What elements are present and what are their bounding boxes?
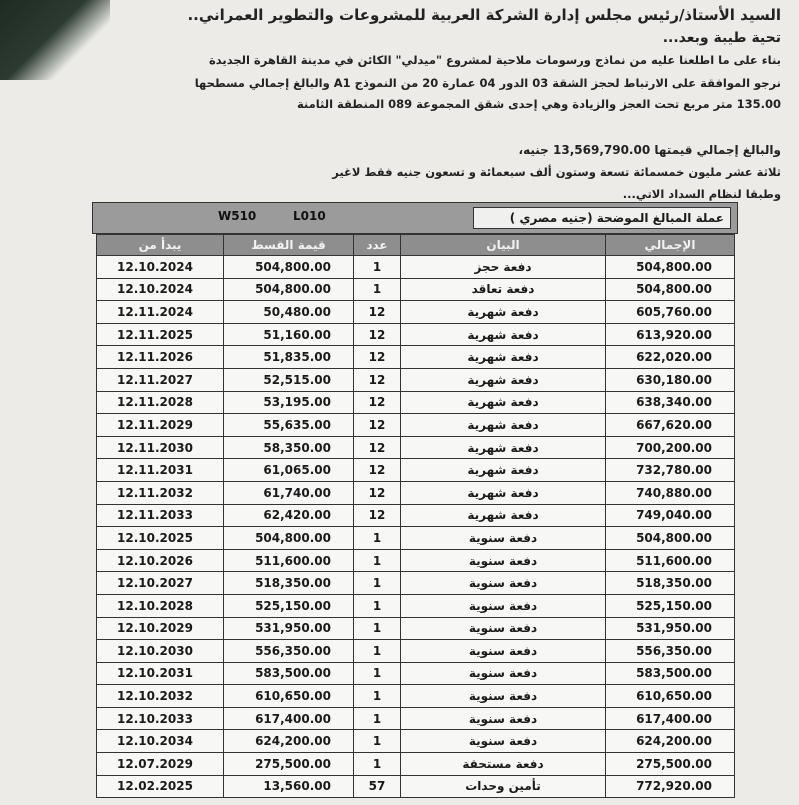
cell-start-date: 12.10.2029 (97, 617, 224, 640)
unit-code-w: W510 (218, 209, 257, 223)
cell-total: 504,800.00 (606, 527, 735, 550)
table-header-row (97, 235, 735, 256)
cell-total: 622,020.00 (606, 346, 735, 369)
letter-body-line: 135.00 متر مربع تحت العجز والزيادة وهي إحدى شقق المجموعة 089 المنطقة الثامنة (296, 97, 781, 111)
cell-count: 12 (354, 391, 401, 414)
cell-start-date: 12.10.2028 (97, 594, 224, 617)
cell-total: 610,650.00 (606, 685, 735, 708)
cell-description: تأمين وحدات (401, 775, 606, 798)
table-row (97, 775, 735, 798)
cell-count: 1 (354, 707, 401, 730)
cell-total: 749,040.00 (606, 504, 735, 527)
table-row (97, 301, 735, 324)
cell-count: 1 (354, 617, 401, 640)
letter-payment-intro: وطبقا لنظام السداد الاتي... (622, 187, 781, 201)
cell-installment: 52,515.00 (224, 368, 354, 391)
cell-start-date: 12.11.2028 (97, 391, 224, 414)
table-row (97, 346, 735, 369)
cell-installment: 624,200.00 (224, 730, 354, 753)
column-header-description: البيان (401, 235, 606, 256)
cell-start-date: 12.10.2032 (97, 685, 224, 708)
cell-total: 518,350.00 (606, 572, 735, 595)
cell-count: 12 (354, 346, 401, 369)
cell-description: دفعة سنوية (401, 572, 606, 595)
cell-start-date: 12.11.2031 (97, 459, 224, 482)
cell-description: دفعة سنوية (401, 730, 606, 753)
cell-description: دفعة مستحقة (401, 753, 606, 776)
cell-total: 617,400.00 (606, 707, 735, 730)
cell-installment: 13,560.00 (224, 775, 354, 798)
cell-count: 12 (354, 481, 401, 504)
cell-start-date: 12.11.2024 (97, 301, 224, 324)
cell-total: 525,150.00 (606, 594, 735, 617)
cell-start-date: 12.11.2029 (97, 414, 224, 437)
cell-installment: 525,150.00 (224, 594, 354, 617)
cell-installment: 55,635.00 (224, 414, 354, 437)
cell-installment: 275,500.00 (224, 753, 354, 776)
cell-total: 511,600.00 (606, 549, 735, 572)
cell-start-date: 12.11.2026 (97, 346, 224, 369)
letter-salutation: السيد الأستاذ/رئيس مجلس إدارة الشركة العربية للمشروعات والتطوير العمراني.. (187, 6, 781, 24)
table-row (97, 278, 735, 301)
table-row (97, 707, 735, 730)
cell-count: 12 (354, 414, 401, 437)
cell-start-date: 12.10.2027 (97, 572, 224, 595)
currency-note: عملة المبالغ الموضحة (جنيه مصري ) (473, 207, 731, 229)
photo-corner-shadow (0, 0, 110, 80)
cell-installment: 51,160.00 (224, 323, 354, 346)
cell-total: 630,180.00 (606, 368, 735, 391)
cell-start-date: 12.11.2032 (97, 481, 224, 504)
cell-count: 12 (354, 436, 401, 459)
table-row (97, 414, 735, 437)
cell-installment: 556,350.00 (224, 640, 354, 663)
letter-total-value: والبالغ إجمالي قيمتها 13,569,790.00 جنيه، (518, 143, 781, 157)
cell-start-date: 12.10.2033 (97, 707, 224, 730)
cell-count: 1 (354, 753, 401, 776)
cell-description: دفعة شهرية (401, 414, 606, 437)
cell-count: 1 (354, 278, 401, 301)
cell-start-date: 12.11.2027 (97, 368, 224, 391)
table-row (97, 256, 735, 279)
cell-start-date: 12.11.2025 (97, 323, 224, 346)
cell-count: 1 (354, 594, 401, 617)
table-row (97, 572, 735, 595)
cell-start-date: 12.02.2025 (97, 775, 224, 798)
table-row (97, 640, 735, 663)
table-row (97, 527, 735, 550)
cell-installment: 50,480.00 (224, 301, 354, 324)
cell-count: 12 (354, 459, 401, 482)
cell-start-date: 12.10.2026 (97, 549, 224, 572)
cell-total: 531,950.00 (606, 617, 735, 640)
cell-description: دفعة حجز (401, 256, 606, 279)
cell-total: 613,920.00 (606, 323, 735, 346)
cell-start-date: 12.11.2033 (97, 504, 224, 527)
table-row (97, 481, 735, 504)
cell-start-date: 12.10.2030 (97, 640, 224, 663)
table-row (97, 368, 735, 391)
cell-count: 1 (354, 685, 401, 708)
cell-count: 57 (354, 775, 401, 798)
cell-installment: 504,800.00 (224, 256, 354, 279)
cell-installment: 504,800.00 (224, 278, 354, 301)
cell-description: دفعة سنوية (401, 707, 606, 730)
cell-description: دفعة سنوية (401, 549, 606, 572)
cell-start-date: 12.10.2031 (97, 662, 224, 685)
table-row (97, 391, 735, 414)
cell-description: دفعة شهرية (401, 323, 606, 346)
cell-installment: 51,835.00 (224, 346, 354, 369)
cell-total: 732,780.00 (606, 459, 735, 482)
cell-description: دفعة سنوية (401, 640, 606, 663)
cell-count: 1 (354, 662, 401, 685)
table-row (97, 459, 735, 482)
cell-total: 740,880.00 (606, 481, 735, 504)
cell-total: 667,620.00 (606, 414, 735, 437)
payment-schedule-table (96, 234, 735, 798)
table-row (97, 753, 735, 776)
cell-installment: 504,800.00 (224, 527, 354, 550)
cell-description: دفعة سنوية (401, 685, 606, 708)
unit-code-l: L010 (293, 209, 326, 223)
cell-description: دفعة شهرية (401, 391, 606, 414)
cell-description: دفعة سنوية (401, 594, 606, 617)
cell-total: 583,500.00 (606, 662, 735, 685)
cell-count: 1 (354, 256, 401, 279)
cell-total: 624,200.00 (606, 730, 735, 753)
cell-count: 1 (354, 549, 401, 572)
cell-start-date: 12.10.2024 (97, 278, 224, 301)
cell-installment: 610,650.00 (224, 685, 354, 708)
cell-total: 700,200.00 (606, 436, 735, 459)
column-header-start: يبدأ من (97, 235, 224, 256)
column-header-count: عدد (354, 235, 401, 256)
cell-total: 275,500.00 (606, 753, 735, 776)
cell-installment: 617,400.00 (224, 707, 354, 730)
table-row (97, 436, 735, 459)
cell-count: 1 (354, 572, 401, 595)
cell-total: 638,340.00 (606, 391, 735, 414)
table-row (97, 323, 735, 346)
table-body (97, 256, 735, 798)
cell-installment: 61,740.00 (224, 481, 354, 504)
cell-installment: 531,950.00 (224, 617, 354, 640)
table-row (97, 617, 735, 640)
cell-description: دفعة تعاقد (401, 278, 606, 301)
cell-installment: 58,350.00 (224, 436, 354, 459)
cell-description: دفعة شهرية (401, 436, 606, 459)
cell-count: 12 (354, 504, 401, 527)
cell-start-date: 12.11.2030 (97, 436, 224, 459)
cell-description: دفعة شهرية (401, 368, 606, 391)
table-row (97, 549, 735, 572)
table-title-bar (92, 202, 738, 234)
cell-start-date: 12.10.2024 (97, 256, 224, 279)
letter-total-in-words: ثلاثة عشر مليون خمسمائة تسعة وستون ألف سبعمائة و تسعون جنيه فقط لاغير (332, 165, 781, 179)
cell-count: 12 (354, 368, 401, 391)
cell-installment: 61,065.00 (224, 459, 354, 482)
cell-description: دفعة سنوية (401, 527, 606, 550)
letter-greeting: تحية طيبة وبعد... (662, 30, 781, 46)
cell-description: دفعة شهرية (401, 504, 606, 527)
cell-description: دفعة شهرية (401, 301, 606, 324)
cell-installment: 53,195.00 (224, 391, 354, 414)
cell-count: 1 (354, 527, 401, 550)
column-header-installment: قيمة القسط (224, 235, 354, 256)
cell-total: 772,920.00 (606, 775, 735, 798)
cell-description: دفعة شهرية (401, 346, 606, 369)
table-row (97, 594, 735, 617)
cell-description: دفعة سنوية (401, 662, 606, 685)
cell-start-date: 12.07.2029 (97, 753, 224, 776)
table-row (97, 685, 735, 708)
cell-installment: 583,500.00 (224, 662, 354, 685)
cell-start-date: 12.10.2034 (97, 730, 224, 753)
column-header-total: الإجمالي (606, 235, 735, 256)
cell-start-date: 12.10.2025 (97, 527, 224, 550)
table-row (97, 504, 735, 527)
cell-total: 504,800.00 (606, 256, 735, 279)
letter-body-line: بناء على ما اطلعنا عليه من نماذج ورسومات ملاحية لمشروع "ميدلي" الكائن في مدينة القاهرة الجديدة (208, 53, 781, 67)
cell-total: 504,800.00 (606, 278, 735, 301)
cell-count: 12 (354, 323, 401, 346)
cell-installment: 518,350.00 (224, 572, 354, 595)
cell-count: 1 (354, 640, 401, 663)
cell-total: 556,350.00 (606, 640, 735, 663)
table-row (97, 662, 735, 685)
letter-body-line: نرجو الموافقة على الارتباط لحجز الشقة 03 الدور 04 عمارة 20 من النموذج A1 والبالغ إجمالي مسطحها (194, 76, 781, 90)
cell-description: دفعة شهرية (401, 481, 606, 504)
cell-description: دفعة سنوية (401, 617, 606, 640)
cell-count: 12 (354, 301, 401, 324)
cell-count: 1 (354, 730, 401, 753)
table-row (97, 730, 735, 753)
cell-total: 605,760.00 (606, 301, 735, 324)
cell-installment: 511,600.00 (224, 549, 354, 572)
cell-description: دفعة شهرية (401, 459, 606, 482)
cell-installment: 62,420.00 (224, 504, 354, 527)
